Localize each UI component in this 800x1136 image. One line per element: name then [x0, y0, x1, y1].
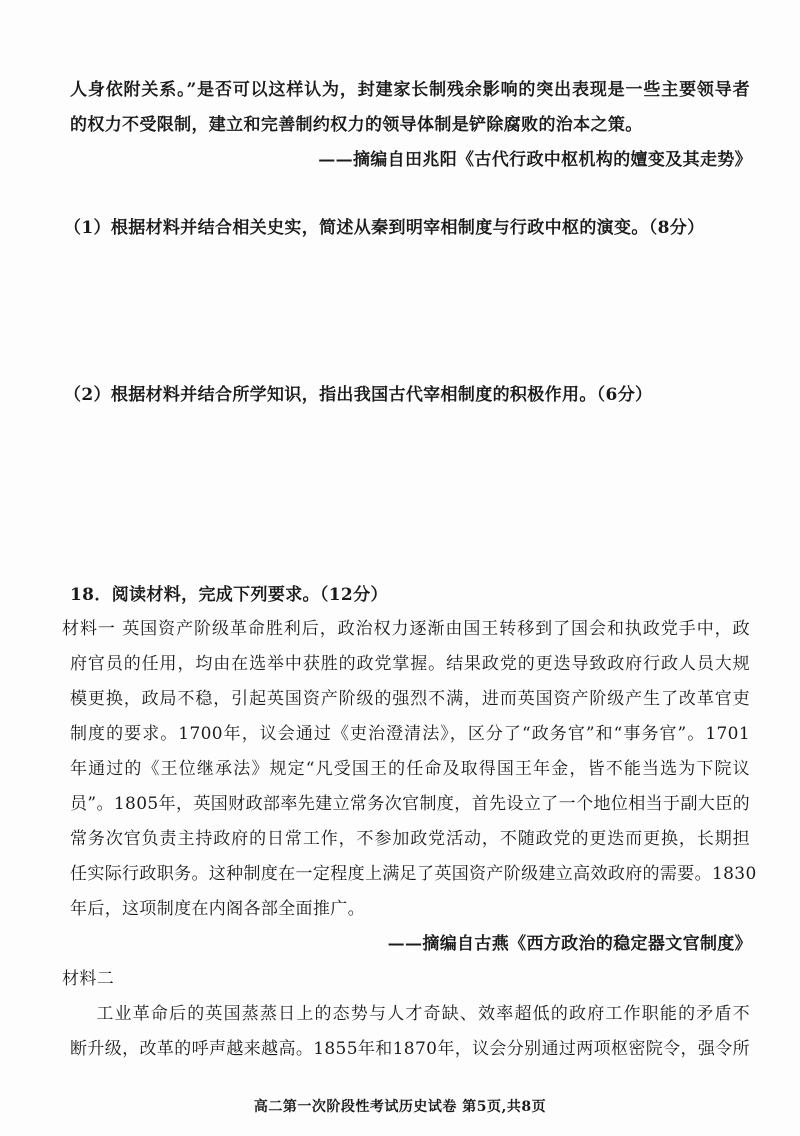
question-2: （2）根据材料并结合所学知识，指出我国古代宰相制度的积极作用。（6分） — [64, 385, 653, 405]
material1-line-3: 模更换，政局不稳，引起英国资产阶级的强烈不满，进而英国资产阶级产生了改革官吏 — [70, 689, 750, 709]
material1-line-2: 府官员的任用，均由在选举中获胜的政党掌握。结果政党的更迭导致政府行政人员大规 — [70, 654, 750, 674]
question-18-heading: 18．阅读材料，完成下列要求。（12分） — [70, 585, 388, 605]
passage-line-1: 人身依附关系。”是否可以这样认为，封建家长制残余影响的突出表现是一些主要领导者 — [70, 80, 750, 100]
material1-line-4: 制度的要求。1700年，议会通过《吏治澄清法》，区分了“政务官”和“事务官”。1701 — [70, 724, 750, 744]
material1-line-7: 常务次官负责主持政府的日常工作，不参加政党活动，不随政党的更迭而更换，长期担 — [70, 829, 750, 849]
material1-line-8: 任实际行政职务。这种制度在一定程度上满足了英国资产阶级建立高效政府的需要。1830 — [70, 864, 757, 884]
question-1: （1）根据材料并结合相关史实，简述从秦到明宰相制度与行政中枢的演变。（8分） — [64, 218, 705, 238]
material2-line-2: 断升级，改革的呼声越来越高。1855年和1870年，议会分别通过两项枢密院令，强令所 — [70, 1039, 750, 1059]
material1-line-1: 材料一 英国资产阶级革命胜利后，政治权力逐渐由国王转移到了国会和执政党手中，政 — [62, 619, 750, 639]
material1-line-5: 年通过的《王位继承法》规定“凡受国王的任命及取得国王年金，皆不能当选为下院议 — [70, 759, 750, 779]
material1-line-9: 年后，这项制度在内阁各部全面推广。 — [70, 899, 365, 919]
material1-source: ——摘编自古燕《西方政治的稳定器文官制度》 — [387, 934, 752, 954]
material1-line-6: 员”。1805年，英国财政部率先建立常务次官制度，首先设立了一个地位相当于副大臣的 — [70, 794, 750, 814]
material2-label: 材料二 — [62, 969, 115, 989]
material2-line-1: 工业革命后的英国蒸蒸日上的态势与人才奇缺、效率超低的政府工作职能的矛盾不 — [70, 1004, 750, 1024]
passage-line-2: 的权力不受限制，建立和完善制约权力的领导体制是铲除腐败的治本之策。 — [70, 115, 643, 135]
passage-source: ——摘编自田兆阳《古代行政中枢机构的嬗变及其走势》 — [318, 150, 752, 170]
page-footer: 高二第一次阶段性考试历史试卷 第5页,共8页 — [253, 1099, 547, 1115]
